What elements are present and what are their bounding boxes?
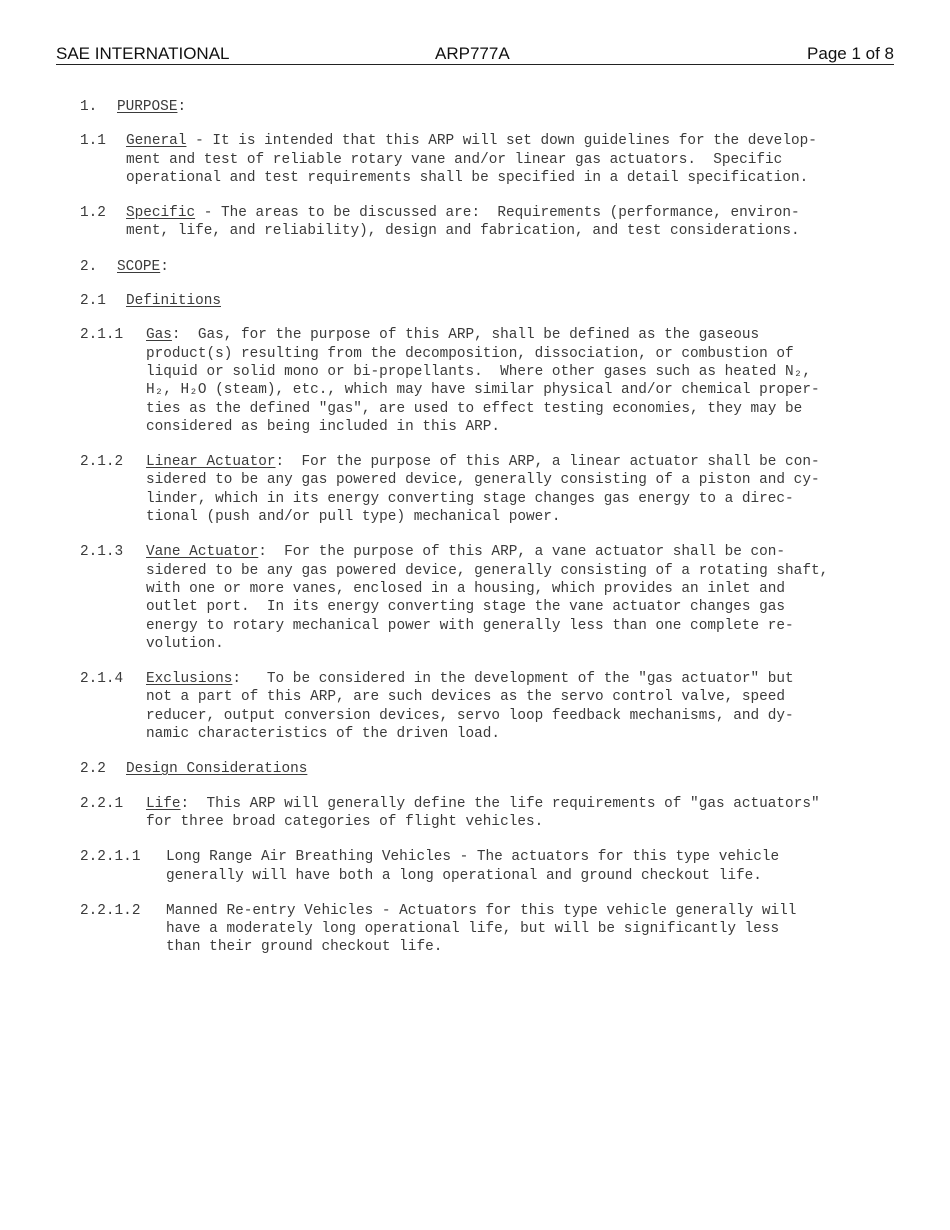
defined-term: Specific bbox=[126, 205, 196, 222]
paragraph bbox=[146, 795, 890, 832]
section-number: 2.1.3 bbox=[80, 544, 124, 561]
defined-term: Exclusions bbox=[146, 671, 233, 688]
paragraph-line: ment and test of reliable rotary vane and/or linear gas actuators. Specific bbox=[126, 151, 783, 168]
section-2-1-heading bbox=[80, 292, 890, 310]
paragraph-line: ties as the defined "gas", are used to effect testing economies, they may be bbox=[146, 400, 803, 417]
paragraph-line: operational and test requirements shall be specified in a detail specification. bbox=[126, 169, 809, 186]
paragraph-line: outlet port. In its energy converting stage the vane actuator changes gas bbox=[146, 599, 786, 616]
section-title: PURPOSE bbox=[117, 99, 178, 115]
paragraph-line: generally will have both a long operational and ground checkout life. bbox=[166, 867, 762, 884]
paragraph-line: for three broad categories of flight vehicles. bbox=[146, 813, 544, 830]
section-title: SCOPE bbox=[117, 258, 161, 275]
paragraph bbox=[146, 453, 890, 526]
section-number: 2.1.1 bbox=[80, 327, 124, 344]
paragraph-line: : To be considered in the development of the "gas actuator" but bbox=[232, 671, 794, 688]
paragraph-line: - The areas to be discussed are: Requirements (performance, environ- bbox=[195, 205, 800, 222]
defined-term: Life bbox=[146, 795, 181, 812]
defined-term: Gas bbox=[146, 327, 172, 344]
section-2-2-1-2 bbox=[80, 902, 890, 957]
section-2-2-1-1 bbox=[80, 848, 890, 885]
section-title: Design Considerations bbox=[126, 761, 308, 778]
section-2-1-3 bbox=[80, 543, 890, 653]
section-number: 2. bbox=[80, 258, 98, 275]
paragraph bbox=[166, 902, 890, 957]
section-title-suffix: : bbox=[177, 99, 187, 115]
paragraph-line: - It is intended that this ARP will set down guidelines for the develop- bbox=[186, 133, 817, 150]
section-1-heading bbox=[80, 98, 890, 116]
paragraph-line: Manned Re-entry Vehicles - Actuators for this type vehicle generally will bbox=[166, 902, 797, 919]
paragraph-line: liquid or solid mono or bi-propellants. Where other gases such as heated N₂, bbox=[146, 363, 811, 380]
section-number: 2.2.1.2 bbox=[80, 902, 141, 919]
paragraph-line: tional (push and/or pull type) mechanical power. bbox=[146, 509, 561, 526]
section-2-2-heading bbox=[80, 760, 890, 778]
paragraph-line: considered as being included in this ARP. bbox=[146, 418, 501, 435]
header-organization: SAE INTERNATIONAL bbox=[56, 44, 230, 63]
section-2-1-4 bbox=[80, 670, 890, 743]
section-number: 1.2 bbox=[80, 205, 106, 222]
paragraph bbox=[126, 132, 890, 187]
paragraph-line: linder, which in its energy converting stage changes gas energy to a direc- bbox=[146, 490, 794, 507]
section-number: 1. bbox=[80, 99, 98, 115]
section-2-heading bbox=[80, 258, 890, 276]
defined-term: General bbox=[126, 133, 187, 150]
section-number: 2.1.4 bbox=[80, 671, 124, 688]
paragraph-line: sidered to be any gas powered device, generally consisting of a piston and cy- bbox=[146, 472, 820, 489]
paragraph-line: : Gas, for the purpose of this ARP, shall be defined as the gaseous bbox=[171, 327, 760, 344]
paragraph-line: : This ARP will generally define the life requirements of "gas actuators" bbox=[180, 795, 820, 812]
paragraph bbox=[166, 848, 890, 885]
page-header bbox=[56, 44, 894, 65]
paragraph-line: than their ground checkout life. bbox=[166, 939, 443, 956]
section-1-2 bbox=[80, 204, 890, 241]
paragraph bbox=[126, 204, 890, 241]
document-body bbox=[80, 98, 890, 974]
paragraph-line: energy to rotary mechanical power with generally less than one complete re- bbox=[146, 617, 794, 634]
section-number: 2.1.2 bbox=[80, 454, 124, 471]
paragraph bbox=[146, 326, 890, 436]
paragraph-line: not a part of this ARP, are such devices as the servo control valve, speed bbox=[146, 689, 786, 706]
header-page-number: Page 1 of 8 bbox=[807, 44, 894, 63]
section-1-1 bbox=[80, 132, 890, 187]
section-number: 2.2.1.1 bbox=[80, 849, 141, 866]
section-title-suffix: : bbox=[160, 258, 169, 275]
paragraph-line: reducer, output conversion devices, servo loop feedback mechanisms, and dy- bbox=[146, 707, 794, 724]
paragraph-line: namic characteristics of the driven load. bbox=[146, 726, 501, 743]
defined-term: Vane Actuator bbox=[146, 544, 259, 561]
paragraph-line: : For the purpose of this ARP, a linear actuator shall be con- bbox=[275, 454, 820, 471]
header-document-id: ARP777A bbox=[435, 44, 510, 63]
section-number: 1.1 bbox=[80, 133, 106, 150]
paragraph bbox=[146, 670, 890, 743]
paragraph-line: volution. bbox=[146, 635, 224, 652]
section-2-1-1 bbox=[80, 326, 890, 436]
paragraph-line: have a moderately long operational life, but will be significantly less bbox=[166, 921, 780, 938]
paragraph-line: H₂, H₂O (steam), etc., which may have similar physical and/or chemical proper- bbox=[146, 382, 820, 399]
paragraph-line: Long Range Air Breathing Vehicles - The actuators for this type vehicle bbox=[166, 849, 780, 866]
section-number: 2.1 bbox=[80, 293, 106, 310]
paragraph-line: with one or more vanes, enclosed in a housing, which provides an inlet and bbox=[146, 580, 786, 597]
paragraph bbox=[146, 543, 890, 653]
paragraph-line: ment, life, and reliability), design and fabrication, and test considerations. bbox=[126, 223, 800, 240]
paragraph-line: sidered to be any gas powered device, generally consisting of a rotating shaft, bbox=[146, 562, 829, 579]
paragraph-line: : For the purpose of this ARP, a vane actuator shall be con- bbox=[258, 544, 786, 561]
section-title: Definitions bbox=[126, 293, 221, 310]
section-2-2-1 bbox=[80, 795, 890, 832]
section-number: 2.2 bbox=[80, 761, 106, 778]
section-2-1-2 bbox=[80, 453, 890, 526]
paragraph-line: product(s) resulting from the decomposition, dissociation, or combustion of bbox=[146, 345, 794, 362]
defined-term: Linear Actuator bbox=[146, 454, 276, 471]
section-number: 2.2.1 bbox=[80, 795, 124, 812]
